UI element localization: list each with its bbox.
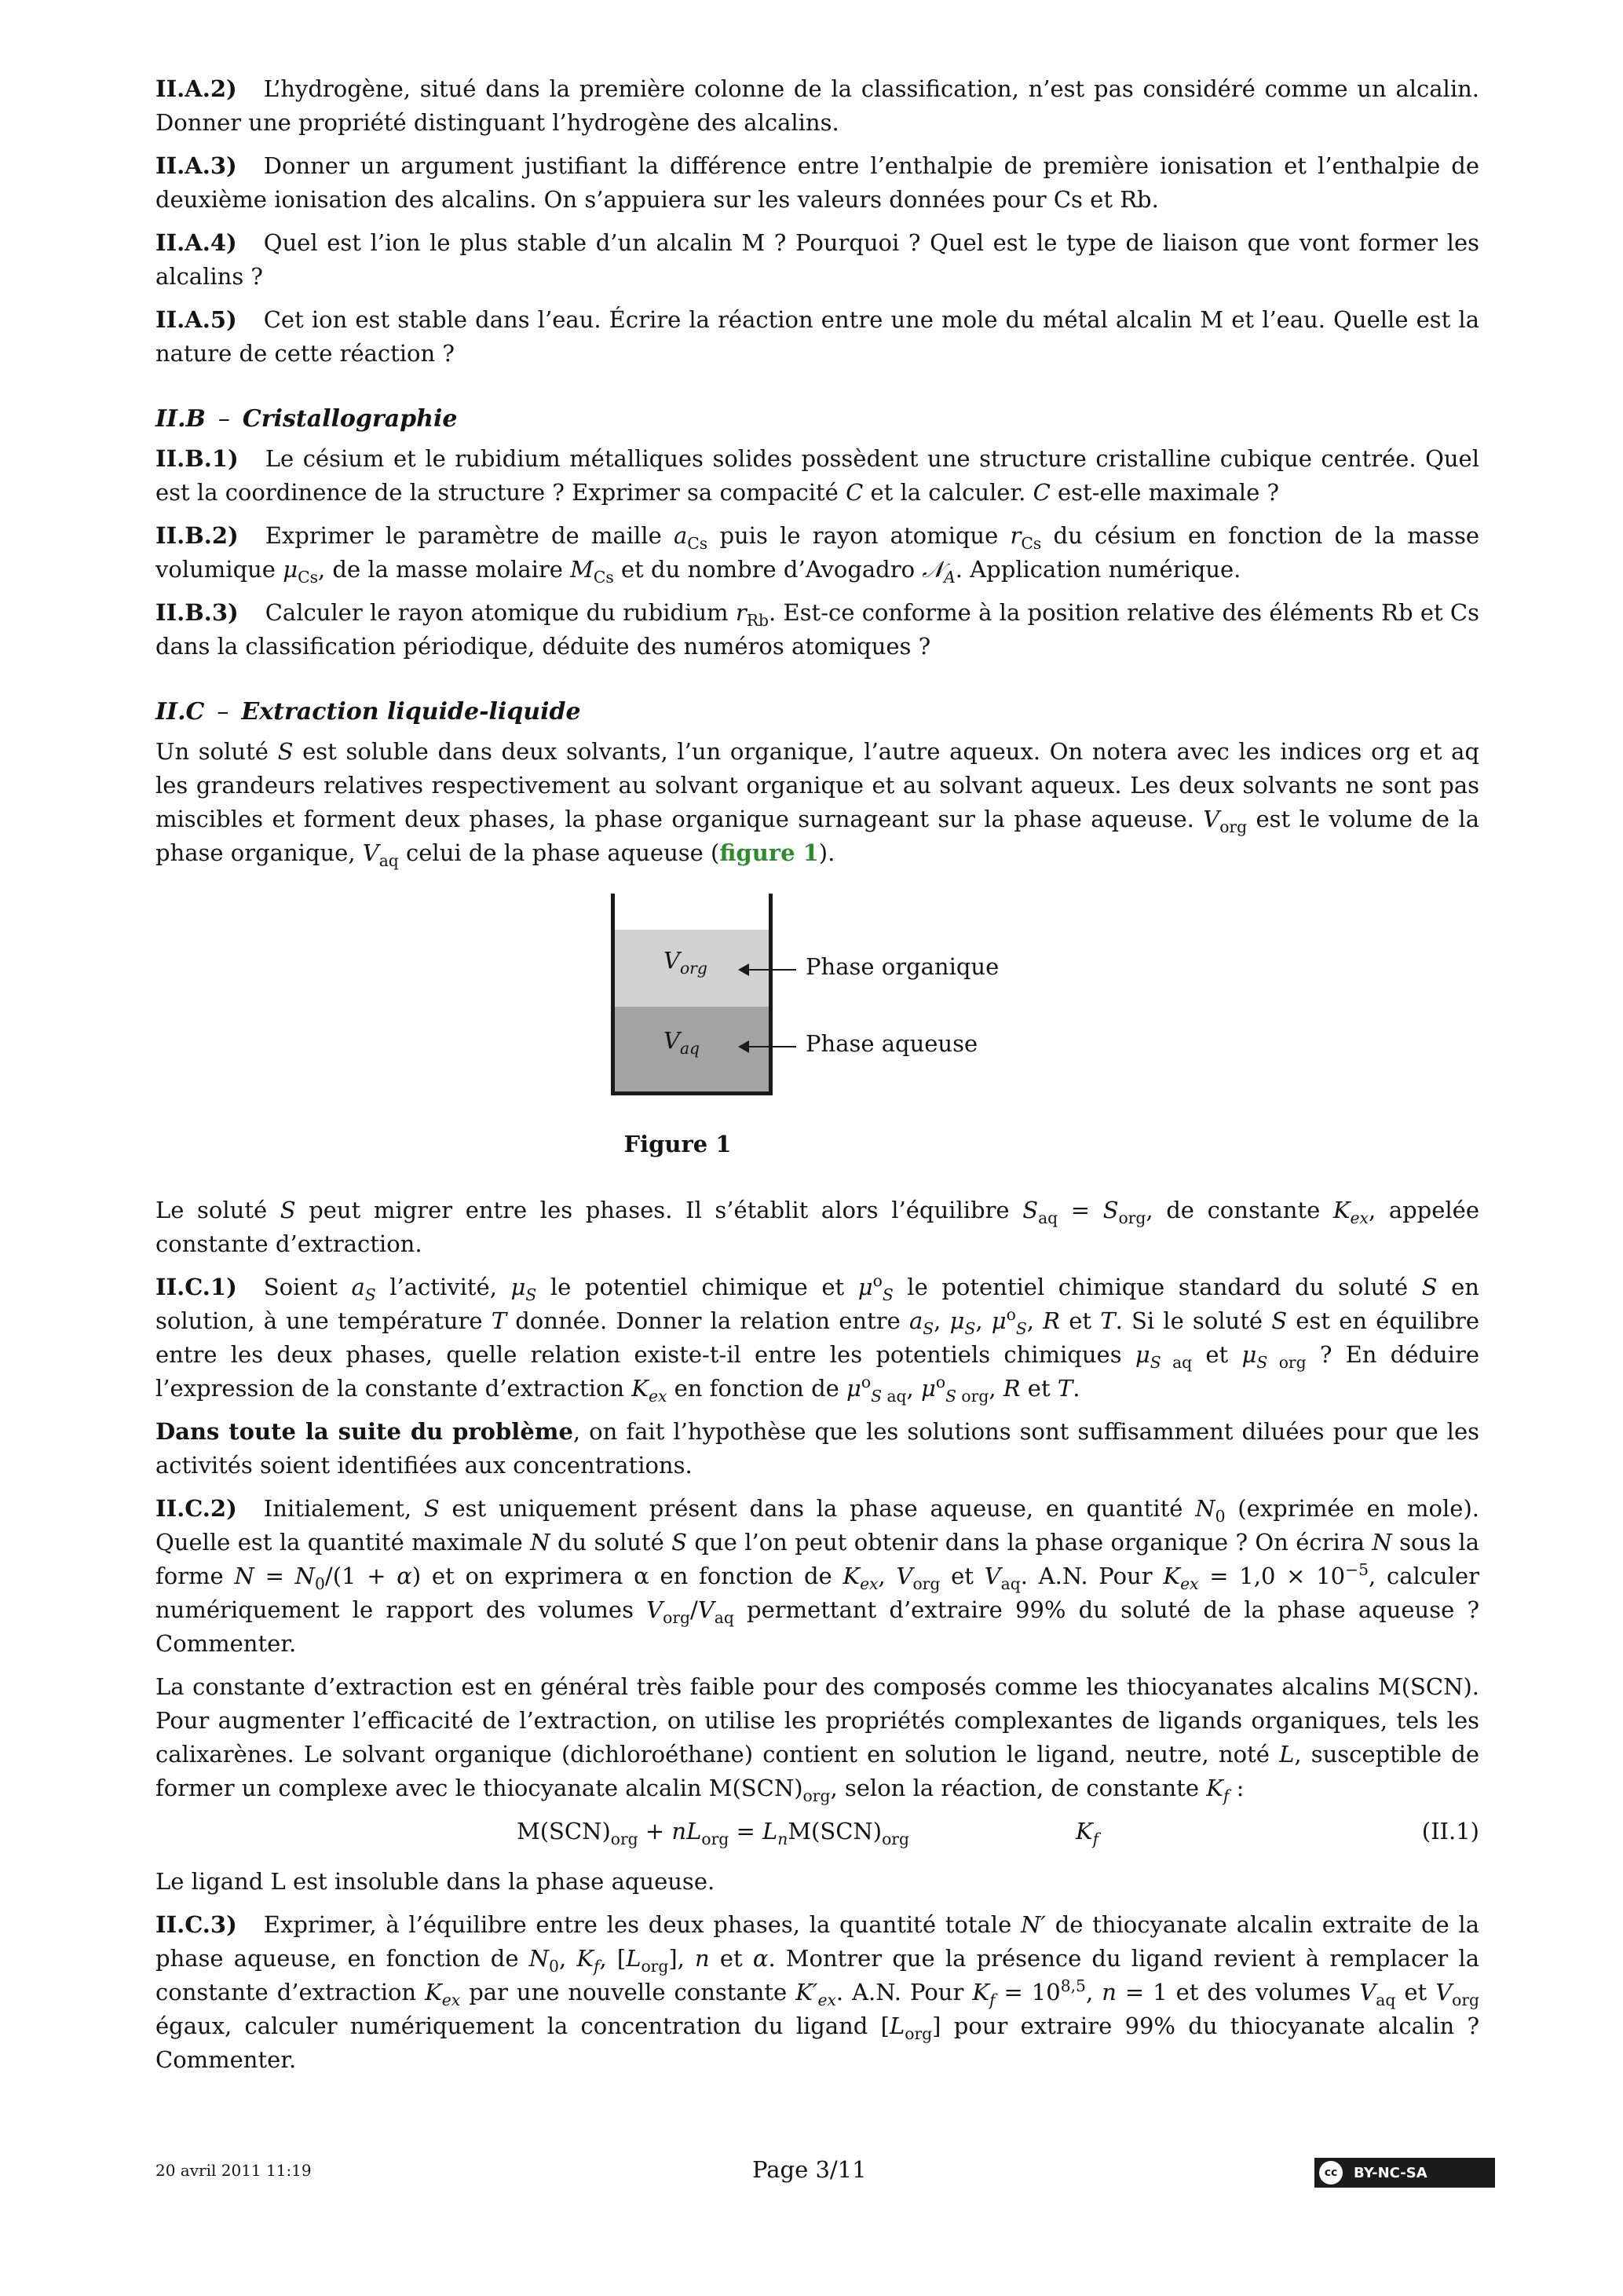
paragraph-text: , on fait l’hypothèse que les solutions sont suffisamment diluées pour que les activités soient identifiées aux concentrations.	[155, 1418, 1479, 1479]
paragraph-text: Un soluté	[155, 738, 278, 765]
section-dash: –	[217, 698, 229, 726]
paragraph-text: , susceptible de former un complexe avec le thiocyanate alcalin	[155, 1741, 1479, 1801]
question-text: Soient	[263, 1274, 352, 1300]
page-body	[155, 72, 1479, 2086]
section-heading-II-B	[155, 402, 1479, 436]
license-badge[interactable]	[1314, 2158, 1495, 2188]
question-text: et on exprimera α en fonction de	[421, 1563, 843, 1589]
question-text: de thiocyanate alcalin extraite de la phase aqueuse, en fonction de	[155, 1911, 1479, 1972]
equilibrium-paragraph: Le soluté S peut migrer entre les phases. Il s’établit alors l’équilibre $S_{aq} = S_{org}$, de constante $K_{ex}$, appelée constante d’extraction.	[155, 1197, 1479, 1257]
question-text: l’activité,	[375, 1274, 511, 1300]
section-number: II.B	[155, 405, 206, 433]
paragraph-text: :	[1229, 1775, 1245, 1801]
question-text: en fonction de	[667, 1375, 847, 1402]
question-number: II.A.2)	[155, 75, 237, 102]
question-text: Quel est l’ion le plus stable d’un alcalin M ? Pourquoi ? Quel est le type de liaison que vont former les alcalins ?	[155, 229, 1479, 290]
question-text: Initialement,	[263, 1495, 424, 1522]
figure-reference-link[interactable]: figure 1	[719, 839, 819, 866]
section-title: Extraction liquide-liquide	[241, 698, 581, 726]
question-number: II.B.1)	[155, 445, 239, 472]
beaker-diagram	[611, 894, 773, 1095]
paragraph-text: est le volume de la phase organique,	[155, 806, 1479, 866]
question-text: . Est-ce conforme à la position relative des éléments Rb et Cs dans la classification périodique, déduite des numéros atomiques ?	[155, 599, 1480, 660]
question-text: et	[1192, 1341, 1242, 1368]
question-number: II.C.1)	[155, 1274, 237, 1300]
v-aq-label: $V_{aq}$	[663, 1027, 700, 1058]
question-text: L’hydrogène, situé dans la première colonne de la classification, n’est pas considéré comme un alcalin. Donner une propriété distinguant l’hydrogène des alcalins.	[155, 75, 1479, 136]
paragraph-bold-text: Dans toute la suite du problème	[155, 1418, 573, 1445]
question-text: par une nouvelle constante	[460, 1979, 796, 2005]
question-text: Le césium et le rubidium métalliques solides possèdent une structure cristalline cubique centrée. Quel est la coordinence de la structure ? Exprimer sa compacité	[155, 445, 1479, 506]
question-text: et des volumes	[1167, 1979, 1360, 2005]
question-text: . Si le soluté	[1115, 1307, 1272, 1334]
license-text: BY-NC-SA	[1354, 2164, 1427, 2181]
question-text: du césium en fonction de la masse volumique	[155, 522, 1479, 583]
question-text: est-elle maximale ?	[1050, 479, 1279, 506]
question-number: II.A.4)	[155, 229, 237, 256]
question-text: . A.N. Pour	[1020, 1563, 1164, 1589]
question-text: puis le rayon atomique	[707, 522, 1011, 549]
question-number: II.B.2)	[155, 522, 239, 549]
question-text: . A.N. Pour	[835, 1979, 973, 2005]
question-number: II.B.3)	[155, 599, 239, 626]
ligand-paragraph: Le ligand L est insoluble dans la phase aqueuse.	[155, 1868, 715, 1895]
question-text: . Montrer que la présence du ligand revient à remplacer la constante d’extraction	[155, 1945, 1479, 2005]
paragraph-text: ).	[818, 839, 835, 866]
hypothesis-paragraph	[155, 1415, 1479, 1483]
question-II-A-2	[155, 72, 1479, 140]
equation-body: $M(SCN)_{org} + nL_{org} = L_nM(SCN)_{org}$	[517, 1818, 909, 1849]
question-text: que l’on peut obtenir dans la phase organique ? On écrira	[687, 1529, 1373, 1556]
phase-aqueuse-label: Phase aqueuse	[806, 1030, 978, 1057]
question-text: Exprimer, à l’équilibre entre les deux phases, la quantité totale	[263, 1911, 1021, 1938]
arrow-organic	[740, 969, 796, 971]
page-footer	[155, 2156, 1479, 2188]
footer-date: 20 avril 2011 11:19	[155, 2161, 312, 2180]
arrow-aqueous	[740, 1046, 796, 1047]
question-text: . Application numérique.	[955, 556, 1241, 583]
figure-caption: Figure 1	[623, 1131, 732, 1157]
equation-number: (II.1)	[1421, 1818, 1479, 1844]
question-II-C-2: II.C.2) Initialement, S est uniquement présent dans la phase aqueuse, en quantité $N_0$ (exprimée en mole). Quelle est la quantité maximale N du soluté S que l’on peut obtenir dans la phase organique ? On écrira N sous la forme $N = N_0/(1 + \alpha)$ et on exprimera α en fonction de $K_{ex}$, $V_{org}$ et $V_{aq}$. A.N. Pour $K_{ex} = 1,0 \times 10^{-5}$, calculer numériquement le rapport des volumes $V_{org}/V_{aq}$ permettant d’extraire 99% du soluté de la phase aqueuse ? Commenter.	[155, 1495, 1480, 1657]
question-text: pour extraire 99% du thiocyanate alcalin ? Commenter.	[155, 2013, 1480, 2073]
math-var: C	[846, 479, 864, 506]
question-II-C-3: II.C.3) Exprimer, à l’équilibre entre les deux phases, la quantité totale N′ de thiocyanate alcalin extraite de la phase aqueuse, en fonction de $N_0$, $K_f$, $[L_{org}]$, n et α. Montrer que la présence du ligand revient à remplacer la constante d’extraction $K_{ex}$ par une nouvelle constante $K'_{ex}$. A.N. Pour $K_f = 10^{8,5}$, n = 1 et des volumes $V_{aq}$ et $V_{org}$ égaux, calculer numériquement la concentration du ligand $[L_{org}]$ pour extraire 99% du thiocyanate alcalin ? Commenter.	[155, 1911, 1480, 2073]
question-II-A-3	[155, 149, 1479, 217]
figure-1	[155, 887, 1479, 1183]
question-text: Cet ion est stable dans l’eau. Écrire la réaction entre une mole du métal alcalin M et l’eau. Quelle est la nature de cette réaction ?	[155, 306, 1479, 367]
question-text: et la calculer.	[863, 479, 1033, 506]
question-text: Donner un argument justifiant la différence entre l’enthalpie de première ionisation et l’enthalpie de deuxième ionisation des alcalins. On s’appuiera sur les valeurs données pour Cs et Rb.	[155, 152, 1479, 213]
question-II-A-5	[155, 303, 1479, 371]
question-text: donnée. Donner la relation entre	[506, 1307, 909, 1334]
question-text: , calculer numériquement le rapport des volumes	[155, 1563, 1480, 1623]
question-number: II.A.3)	[155, 152, 237, 179]
question-text: ? En déduire l’expression de la constante d’extraction	[155, 1341, 1479, 1402]
question-II-A-4	[155, 226, 1479, 294]
paragraph-text: celui de la phase aqueuse (	[398, 839, 720, 866]
question-text: en solution, à une température	[155, 1274, 1479, 1334]
equation-II-1	[155, 1815, 1479, 1855]
question-II-B-2: II.B.2) Exprimer le paramètre de maille $a_{Cs}$ puis le rayon atomique $r_{Cs}$ du césium en fonction de la masse volumique $\mu_{Cs}$, de la masse molaire $M_{Cs}$ et du nombre d’Avogadro 𝒩$_A$. Application numérique.	[155, 522, 1479, 587]
math-var: C	[1033, 479, 1051, 506]
question-text: égaux, calculer numériquement la concentration du ligand	[155, 2013, 881, 2039]
question-text: Exprimer le paramètre de maille	[265, 522, 674, 549]
question-text: est en équilibre entre les deux phases, quelle relation existe-t-il entre les potentiels chimiques	[155, 1307, 1480, 1368]
paragraph-text: , de constante	[1146, 1197, 1333, 1223]
question-text: le potentiel chimique standard du soluté	[893, 1274, 1422, 1300]
question-II-C-1: II.C.1) Soient $a_S$ l’activité, $\mu_S$ le potentiel chimique et $\mu^o_S$ le potentiel chimique standard du soluté S en solution, à une température T donnée. Donner la relation entre $a_S$, $\mu_S$, $\mu^o_S$, R et T. Si le soluté S est en équilibre entre les deux phases, quelle relation existe-t-il entre les potentiels chimiques $\mu_{S aq}$ et $\mu_{S org}$ ? En déduire l’expression de la constante d’extraction $K_{ex}$ en fonction de $\mu^o_{S aq}$, $\mu^o_{S org}$, R et T.	[155, 1270, 1480, 1406]
question-text: (exprimée en mole). Quelle est la quantité maximale	[155, 1495, 1479, 1556]
page-number: Page 3/11	[752, 2156, 867, 2183]
question-number: II.A.5)	[155, 306, 237, 333]
question-number: II.C.2)	[155, 1495, 237, 1522]
intro-extraction-paragraph: Un soluté S est soluble dans deux solvants, l’un organique, l’autre aqueux. On notera avec les indices org et aq les grandeurs relatives respectivement au solvant organique et au solvant aqueux. Les deux solvants ne sont pas miscibles et forment deux phases, la phase organique surnageant sur la phase aqueuse. $V_{org}$ est le volume de la phase organique, $V_{aq}$ celui de la phase aqueuse (figure 1).	[155, 738, 1479, 871]
question-II-B-3: II.B.3) Calculer le rayon atomique du rubidium $r_{Rb}$. Est-ce conforme à la position relative des éléments Rb et Cs dans la classification périodique, déduite des numéros atomiques ?	[155, 599, 1480, 660]
question-text: est uniquement présent dans la phase aqueuse, en quantité	[439, 1495, 1196, 1522]
section-number: II.C	[155, 698, 205, 726]
question-text: Calculer le rayon atomique du rubidium	[265, 599, 736, 626]
paragraph-text: peut migrer entre les phases. Il s’établit alors l’équilibre	[295, 1197, 1023, 1223]
question-text: du soluté	[550, 1529, 672, 1556]
section-dash: –	[217, 405, 230, 433]
equation-constant: $K_f$	[1076, 1818, 1099, 1849]
paragraph-text: La constante d’extraction est en général très faible pour des composés comme les thiocyanates alcalins M(SCN). Pour augmenter l’efficacité de l’extraction, on utilise les propriétés complexantes de ligands organiques, tels les calixarènes. Le solvant organique (dichloroéthane) contient en solution le ligand, neutre, noté	[155, 1673, 1479, 1768]
question-text: , de la masse molaire	[318, 556, 571, 583]
paragraph-text: Le soluté	[155, 1197, 280, 1223]
question-text: et du nombre d’Avogadro	[613, 556, 923, 583]
paragraph-text: est soluble dans deux solvants, l’un organique, l’autre aqueux. On notera avec les indices org et aq les grandeurs relatives respectivement au solvant organique et au solvant aqueux. Les deux solvants ne sont pas miscibles et forment deux phases, la phase organique surnageant sur la phase aqueuse.	[155, 738, 1479, 832]
creative-commons-icon: cc	[1319, 2161, 1343, 2184]
question-text: permettant d’extraire 99% du soluté de la phase aqueuse ? Commenter.	[155, 1596, 1480, 1657]
question-II-B-1	[155, 442, 1479, 510]
paragraph-text: , selon la réaction, de constante	[830, 1775, 1207, 1801]
thiocyanate-paragraph: La constante d’extraction est en général très faible pour des composés comme les thiocyanates alcalins M(SCN). Pour augmenter l’efficacité de l’extraction, on utilise les propriétés complexantes de ligands organiques, tels les calixarènes. Le solvant organique (dichloroéthane) contient en solution le ligand, neutre, noté L, susceptible de former un complexe avec le thiocyanate alcalin $M(SCN)_{org}$, selon la réaction, de constante $K_f$ :	[155, 1673, 1479, 1806]
question-text: le potentiel chimique et	[536, 1274, 858, 1300]
paragraph-text: , appelée constante d’extraction.	[155, 1197, 1479, 1257]
phase-organique-label: Phase organique	[806, 953, 1000, 980]
section-title: Cristallographie	[242, 405, 458, 433]
question-text: sous la forme	[155, 1529, 1480, 1589]
question-number: II.C.3)	[155, 1911, 237, 1938]
v-org-label: $V_{org}$	[663, 947, 707, 978]
section-heading-II-C	[155, 695, 1479, 729]
